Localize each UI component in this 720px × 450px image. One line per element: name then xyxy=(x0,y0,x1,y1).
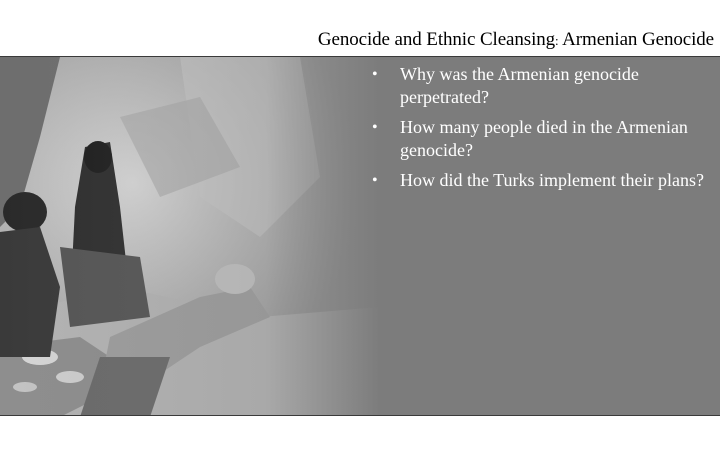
title-bar xyxy=(0,0,720,56)
footer-space xyxy=(0,416,720,450)
slide-title-main: Genocide and Ethnic Cleansing xyxy=(317,29,556,50)
slide-title xyxy=(318,29,714,51)
bullet-marker: • xyxy=(372,66,378,83)
content-panel xyxy=(0,56,720,416)
bullet-text: How many people died in the Armenian genocide? xyxy=(400,117,688,160)
historical-photo xyxy=(0,57,380,416)
bullet-text: Why was the Armenian genocide perpetrated? xyxy=(400,64,639,107)
bullet-text: How did the Turks implement their plans? xyxy=(400,170,704,190)
slide-title-sub: Armenian Genocide xyxy=(558,29,714,50)
bullet-marker: • xyxy=(372,172,378,189)
bullet-marker: • xyxy=(372,119,378,136)
bullet-item xyxy=(372,116,712,162)
bullet-item xyxy=(372,63,712,109)
bullet-list xyxy=(372,63,712,199)
slide-title-colon: : xyxy=(555,33,559,48)
bullet-item xyxy=(372,169,712,192)
